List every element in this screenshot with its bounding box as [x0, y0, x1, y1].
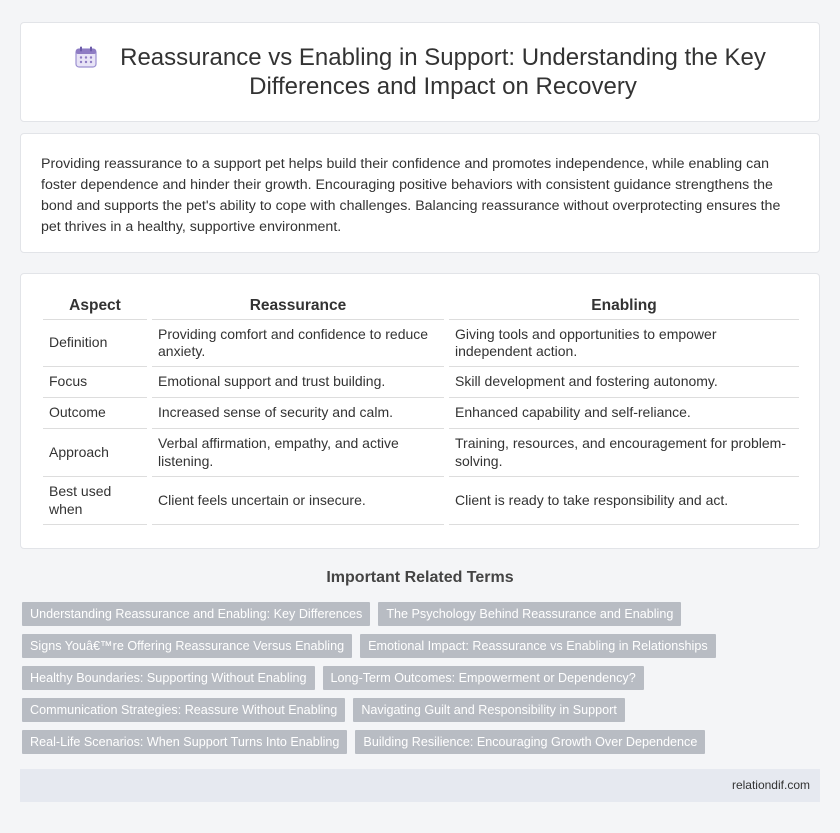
cell-enabling: Skill development and fostering autonomy. — [449, 367, 799, 398]
cell-reassurance: Verbal affirmation, empathy, and active listening. — [152, 429, 444, 477]
header-reassurance: Reassurance — [152, 294, 444, 320]
related-term-tag[interactable]: The Psychology Behind Reassurance and Enabling — [378, 602, 681, 626]
cell-enabling: Client is ready to take responsibility and act. — [449, 477, 799, 525]
table-row — [43, 398, 799, 429]
cell-aspect: Definition — [43, 320, 147, 367]
cell-reassurance: Emotional support and trust building. — [152, 367, 444, 398]
footer — [20, 769, 820, 802]
related-terms-list — [22, 602, 802, 762]
tag-row — [22, 602, 802, 626]
footer-site-link[interactable]: relationdif.com — [731, 778, 810, 792]
related-term-tag[interactable]: Healthy Boundaries: Supporting Without Enabling — [22, 666, 315, 690]
related-term-tag[interactable]: Understanding Reassurance and Enabling: Key Differences — [22, 602, 370, 626]
header-enabling: Enabling — [449, 294, 799, 320]
table-row — [43, 429, 799, 477]
cell-enabling: Giving tools and opportunities to empower independent action. — [449, 320, 799, 367]
tag-row — [22, 634, 802, 658]
related-term-tag[interactable]: Real-Life Scenarios: When Support Turns Into Enabling — [22, 730, 347, 754]
cell-reassurance: Client feels uncertain or insecure. — [152, 477, 444, 525]
related-terms-title: Important Related Terms — [326, 569, 514, 586]
related-term-tag[interactable]: Communication Strategies: Reassure Without Enabling — [22, 698, 345, 722]
cell-enabling: Enhanced capability and self-reliance. — [449, 398, 799, 429]
comparison-table-card — [20, 273, 820, 549]
page-title — [120, 43, 766, 101]
intro-paragraph: Providing reassurance to a support pet helps build their confidence and promotes independence, while enabling can foster dependence and hinder their growth. Encouraging positive behaviors with consistent guidance strengthens the bond and supports the pet's ability to cope with challenges. Balancing reassurance without overprotecting ensures the pet thrives in a healthy, supportive environment. — [41, 156, 781, 235]
cell-aspect: Focus — [43, 367, 147, 398]
table-row — [43, 367, 799, 398]
cell-reassurance: Increased sense of security and calm. — [152, 398, 444, 429]
table-row — [43, 320, 799, 367]
cell-aspect: Outcome — [43, 398, 147, 429]
table-row — [43, 477, 799, 525]
related-term-tag[interactable]: Navigating Guilt and Responsibility in Support — [353, 698, 625, 722]
related-term-tag[interactable]: Long-Term Outcomes: Empowerment or Dependency? — [323, 666, 644, 690]
table-header-row — [43, 294, 799, 320]
tag-row — [22, 698, 802, 722]
page-title-line-2: Differences and Impact on Recovery — [249, 73, 637, 100]
comparison-table — [43, 294, 799, 525]
related-term-tag[interactable]: Signs Youâ€™re Offering Reassurance Versus Enabling — [22, 634, 352, 658]
cell-enabling: Training, resources, and encouragement for problem-solving. — [449, 429, 799, 477]
cell-aspect: Best used when — [43, 477, 147, 525]
related-term-tag[interactable]: Emotional Impact: Reassurance vs Enabling in Relationships — [360, 634, 716, 658]
page-title-line-1: Reassurance vs Enabling in Support: Understanding the Key — [120, 44, 766, 71]
tag-row — [22, 730, 802, 754]
cell-aspect: Approach — [43, 429, 147, 477]
tag-row — [22, 666, 802, 690]
title-card — [20, 22, 820, 122]
cell-reassurance: Providing comfort and confidence to reduce anxiety. — [152, 320, 444, 367]
calendar-icon — [74, 45, 98, 69]
header-aspect: Aspect — [43, 294, 147, 320]
related-term-tag[interactable]: Building Resilience: Encouraging Growth Over Dependence — [355, 730, 705, 754]
intro-card — [20, 133, 820, 253]
